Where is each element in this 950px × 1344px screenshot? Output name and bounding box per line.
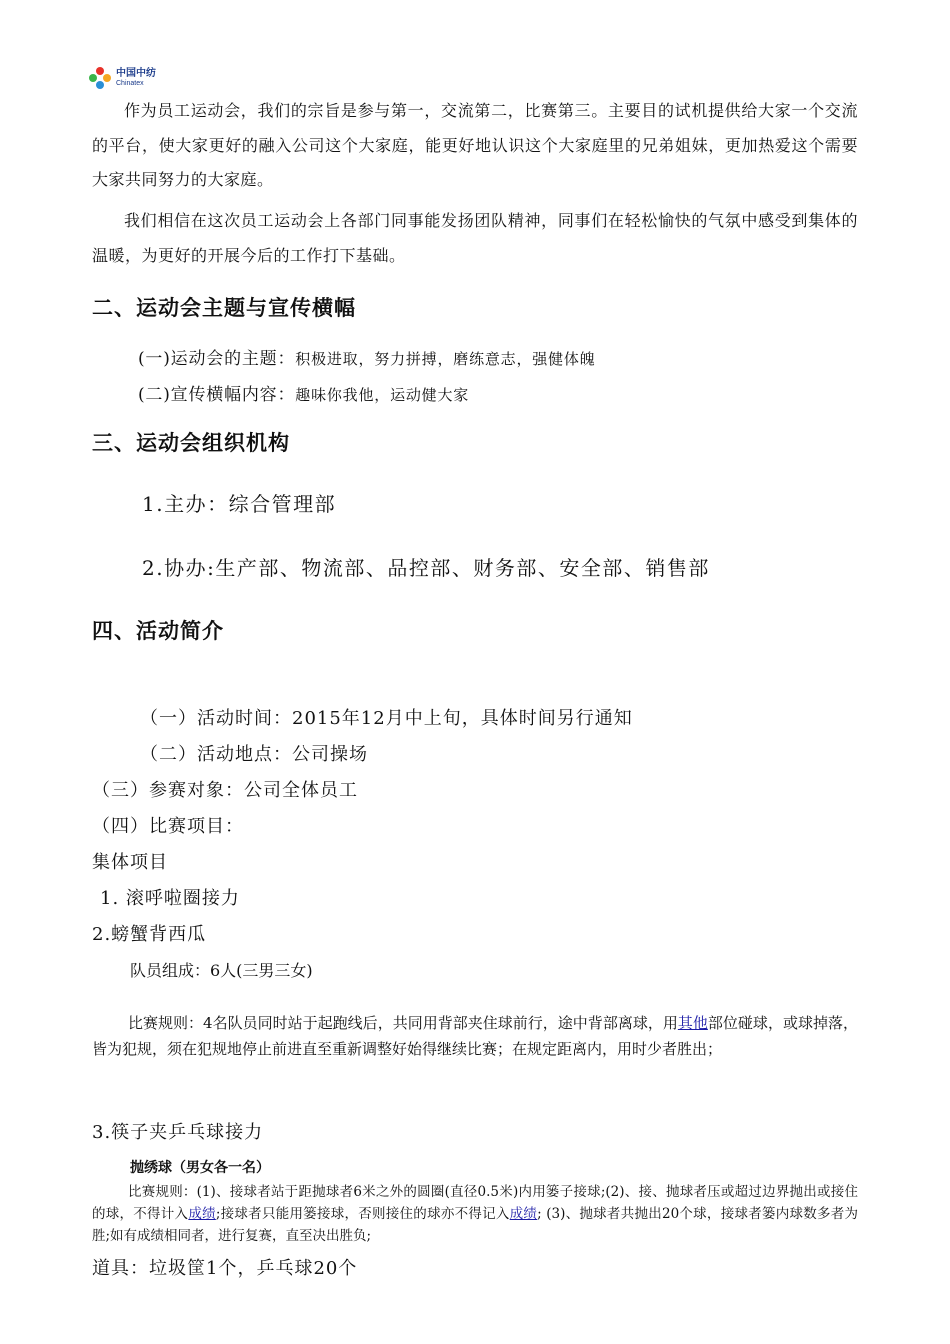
theme-line [138, 344, 595, 369]
event-3: 3.筷子夹乒乓球接力 [92, 1122, 264, 1143]
co-host-label: 2.协办: [142, 556, 216, 580]
activity-events: （四）比赛项目： [92, 816, 244, 837]
host-value: 综合管理部 [228, 492, 337, 516]
intro-paragraph-2: 我们相信在这次员工运动会上各部门同事能发扬团队精神，同事们在轻松愉快的气氛中感受到集体的温暖，为更好的开展今后的工作打下基础。 [92, 211, 858, 265]
rule-event-throw [92, 1181, 858, 1247]
section-3-heading: 三、运动会组织机构 [92, 431, 290, 455]
theme-value: 积极进取，努力拼搏，磨练意志，强健体魄 [295, 350, 596, 368]
logo-chinese-text: 中国中纺 [116, 68, 156, 79]
group-events-label: 集体项目 [92, 852, 168, 873]
co-host-value: 生产部、物流部、品控部、财务部、安全部、销售部 [215, 556, 710, 580]
rule-throw-part-b: ;接球者只能用篓接球，否则接住的球亦不得记入 [215, 1206, 510, 1222]
props-line: 道具：垃圾筐1个，乒乓球20个 [92, 1258, 358, 1279]
co-host-line [142, 552, 710, 581]
banner-value: 趣味你我他，运动健大家 [295, 386, 470, 404]
activity-place: （二）活动地点：公司操场 [140, 744, 368, 765]
host-label: 1.主办： [142, 492, 229, 516]
logo-english-text: Chinatex [116, 80, 144, 87]
rule-throw-link-2[interactable]: 成绩 [509, 1206, 538, 1222]
event-1: 1. 滚呼啦圈接力 [100, 888, 240, 909]
theme-label: (一)运动会的主题： [138, 349, 296, 369]
rule-event-2-part-b: 部位碰球，或球掉落，皆为犯规，须在犯规地停止前进直至重新调整好始得继续比赛；在规定距离内，用时少者胜出； [92, 1014, 858, 1058]
event-2: 2.螃蟹背西瓜 [92, 924, 207, 945]
throw-event-title: 抛绣球（男女各一名） [130, 1160, 270, 1176]
section-2-heading: 二、运动会主题与宣传横幅 [92, 296, 356, 320]
section-4-heading: 四、活动简介 [92, 619, 224, 643]
rule-event-2 [92, 1010, 858, 1062]
rule-throw-part-a: 比赛规则：(1)、接球者站于距抛球者6米之外的圆圈(直径0.5米)内用篓子接球;(2)、接、抛球者压或超过边界抛出或接住的球，不得计入 [92, 1184, 858, 1222]
banner-label: (二)宣传横幅内容： [138, 385, 296, 405]
rule-event-2-link[interactable]: 其他 [677, 1014, 708, 1032]
rule-throw-part-c: ; (3)、抛球者共抛出20个球，接球者篓内球数多者为胜;如有成绩相同者，进行复赛，直至决出胜负; [92, 1206, 859, 1244]
team-composition: 队员组成：6人(三男三女) [130, 961, 313, 980]
banner-line [138, 380, 469, 405]
activity-target: （三）参赛对象：公司全体员工 [92, 780, 358, 801]
activity-time: （一）活动时间：2015年12月中上旬，具体时间另行通知 [140, 708, 633, 729]
rule-throw-link-1[interactable]: 成绩 [188, 1206, 216, 1222]
chinatex-logo-icon [88, 66, 112, 90]
intro-paragraph-1: 作为员工运动会，我们的宗旨是参与第一，交流第二，比赛第三。主要目的试机提供给大家一个交流的平台，使大家更好的融入公司这个大家庭，能更好地认识这个大家庭里的兄弟姐妹，更加热爱这个需要大家共同努力的大家庭。 [92, 101, 858, 189]
host-line [142, 488, 336, 517]
company-logo [88, 66, 156, 90]
rule-event-2-part-a: 比赛规则：4名队员同时站于起跑线后，共同用背部夹住球前行，途中背部离球，用 [128, 1014, 678, 1032]
